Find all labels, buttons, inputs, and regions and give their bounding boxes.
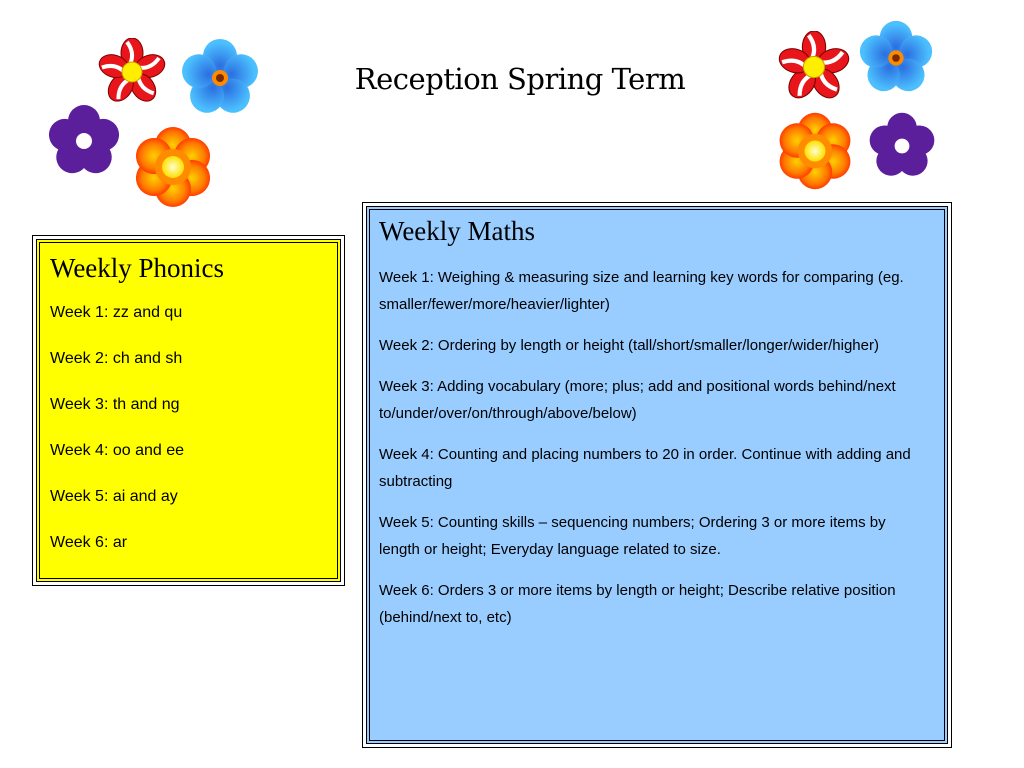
phonics-week-item: Week 1: zz and qu	[50, 304, 183, 321]
maths-panel-inner	[366, 206, 948, 744]
maths-week-item: Week 3: Adding vocabulary (more; plus; add and positional words behind/next to/under/over/on/through/above/below)	[379, 378, 896, 422]
phonics-week-item: Week 6: ar	[50, 534, 128, 551]
phonics-heading: Weekly Phonics	[50, 253, 225, 283]
blue-flower-icon	[178, 36, 262, 120]
red-white-flower-icon	[98, 38, 166, 106]
phonics-week-item: Week 3: th and ng	[50, 396, 180, 413]
purple-flower-icon	[45, 102, 123, 180]
maths-week-item: Week 5: Counting skills – sequencing numbers; Ordering 3 or more items by length or height; Everyday language related to size.	[379, 514, 886, 558]
purple-flower-icon	[866, 110, 938, 182]
maths-week-list	[379, 264, 944, 631]
maths-heading: Weekly Maths	[379, 216, 536, 246]
phonics-panel	[32, 235, 345, 586]
phonics-week-item: Week 5: ai and ay	[50, 488, 178, 505]
maths-week-item: Week 4: Counting and placing numbers to 20 in order. Continue with adding and subtracting	[379, 446, 911, 490]
blue-flower-icon	[856, 18, 936, 98]
red-white-flower-icon	[778, 31, 850, 103]
maths-week-item: Week 1: Weighing & measuring size and learning key words for comparing (eg. smaller/fewer/more/heavier/lighter)	[379, 269, 904, 313]
phonics-week-list	[50, 302, 337, 554]
maths-panel	[362, 202, 952, 748]
orange-flower-icon	[128, 122, 218, 212]
phonics-panel-inner	[36, 239, 341, 582]
phonics-week-item: Week 4: oo and ee	[50, 442, 185, 459]
page-title: Reception Spring Term	[354, 62, 686, 96]
phonics-week-item: Week 2: ch and sh	[50, 350, 183, 367]
maths-week-item: Week 2: Ordering by length or height (tall/short/smaller/longer/wider/higher)	[379, 337, 879, 354]
orange-flower-icon	[772, 108, 858, 194]
maths-week-item: Week 6: Orders 3 or more items by length or height; Describe relative position (behind/next to, etc)	[379, 582, 896, 626]
